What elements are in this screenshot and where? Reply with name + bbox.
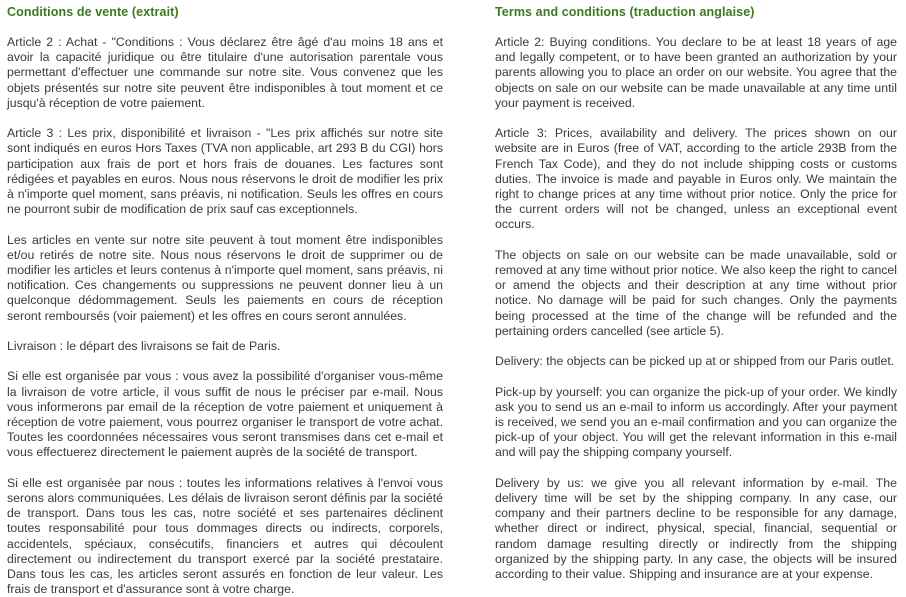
- english-delivery-by-us: Delivery by us: we give you all relevant information by e-mail. The delivery time will be set by the shipping company. In any case, our company and their partners decline to be responsible for any damage, whether direct or indirect, physical, special, financial, sequential or random damage resulting directly or indirectly from the shipping organized by the shipping party. In any case, the objects will be insured according to their value. Shipping and insurance are at your expense.: [495, 475, 897, 582]
- english-article-2: Article 2: Buying conditions. You declare to be at least 18 years of age and legally competent, or to have been granted an authorization by your parents allowing you to place an order on our website. You agree that the objects on sale on our website can be made unavailable at any time until your payment is received.: [495, 35, 897, 110]
- english-availability: The objects on sale on our website can be made unavailable, sold or removed at any time without prior notice. We also keep the right to cancel or amend the objects and their description at any time without prior notice. No damage will be paid for such changes. Only the payments being processed at the time of the change will be refunded and the pertaining orders cancelled (see article 5).: [495, 247, 897, 338]
- english-article-3: Article 3: Prices, availability and delivery. The prices shown on our website are in Euros (free of VAT, according to the article 293B from the French Tax Code), and they do not include shipping costs or customs duties. The invoice is made and payable in Euros only. We maintain the right to change prices at any time without prior notice. Only the price for the current orders will not be changed, unless an exceptional event occurs.: [495, 126, 897, 232]
- french-delivery-by-you: Si elle est organisée par vous : vous avez la possibilité d'organiser vous-même la livraison de votre article, il vous suffit de nous le préciser par e-mail. Nous vous informerons par email de la réception de votre paiement et uniquement à réception de votre paiement, vous pourrez organiser le transport de votre achat. Toutes les coordonnées nécessaires vous seront transmises dans cet e-mail et vous effectuerez directement le paiement auprès de la société de transport.: [7, 369, 443, 460]
- french-availability: Les articles en vente sur notre site peuvent à tout moment être indisponibles et/ou retirés de notre site. Nous nous réservons le droit de supprimer ou de modifier les articles et leurs contenus à n'importe quel moment, sans préavis, ni notification. Ces changements ou suppressions ne peuvent donner lieu à un quelconque dédommagement. Seuls les paiements en cours de réception seront remboursés (voir paiement) et les offres en cours seront annulées.: [7, 232, 443, 323]
- english-pickup-by-yourself: Pick-up by yourself: you can organize the pick-up of your order. We kindly ask you to send us an e-mail to inform us accordingly. After your payment is received, we send you an e-mail confirmation and you can organize the pick-up of your object. You will get the relevant information in this e-mail and will pay the shipping company yourself.: [495, 384, 897, 460]
- french-article-3: Article 3 : Les prix, disponibilité et livraison - "Les prix affichés sur notre site sont indiqués en euros Hors Taxes (TVA non applicable, art 293 B du CGI) hors participation aux frais de port et hors frais de douanes. Les factures sont rédigées et payables en euros. Nous nous réservons le droit de modifier les prix à n'importe quel moment, sans préavis, ni notification. Seuls les offres en cours ne pourront subir de modification de prix sauf cas exceptionnels.: [7, 126, 443, 217]
- english-delivery-origin: Delivery: the objects can be picked up at or shipped from our Paris outlet.: [495, 354, 895, 369]
- french-delivery-origin: Livraison : le départ des livraisons se fait de Paris.: [7, 339, 281, 354]
- french-heading: Conditions de vente (extrait): [7, 5, 179, 19]
- french-delivery-by-us: Si elle est organisée par nous : toutes les informations relatives à l'envoi vous serons alors communiquées. Les délais de livraison seront définis par la société de transport. Dans tous les cas, notre société et ses partenaires déclinent toutes responsabilité pour tous dommages directs ou indirects, corporels, accidentels, spéciaux, consécutifs, financiers et autres qui découlent directement ou indirectement du transport exercé par la société prestataire. Dans tous les cas, les articles seront assurés en fonction de leur valeur. Les frais de transport et d'assurance sont à votre charge.: [7, 475, 443, 597]
- english-heading: Terms and conditions (traduction anglaise): [495, 5, 755, 19]
- english-column: [453, 0, 906, 582]
- french-article-2: Article 2 : Achat - "Conditions : Vous déclarez être âgé d'au moins 18 ans et avoir la capacité juridique ou être titulaire d'une autorisation parentale vous permettant d'effectuer une commande sur notre site. Vous convenez que les objets présentés sur notre site peuvent être indisponibles à tout moment et ce jusqu'à réception de votre paiement.: [7, 35, 443, 110]
